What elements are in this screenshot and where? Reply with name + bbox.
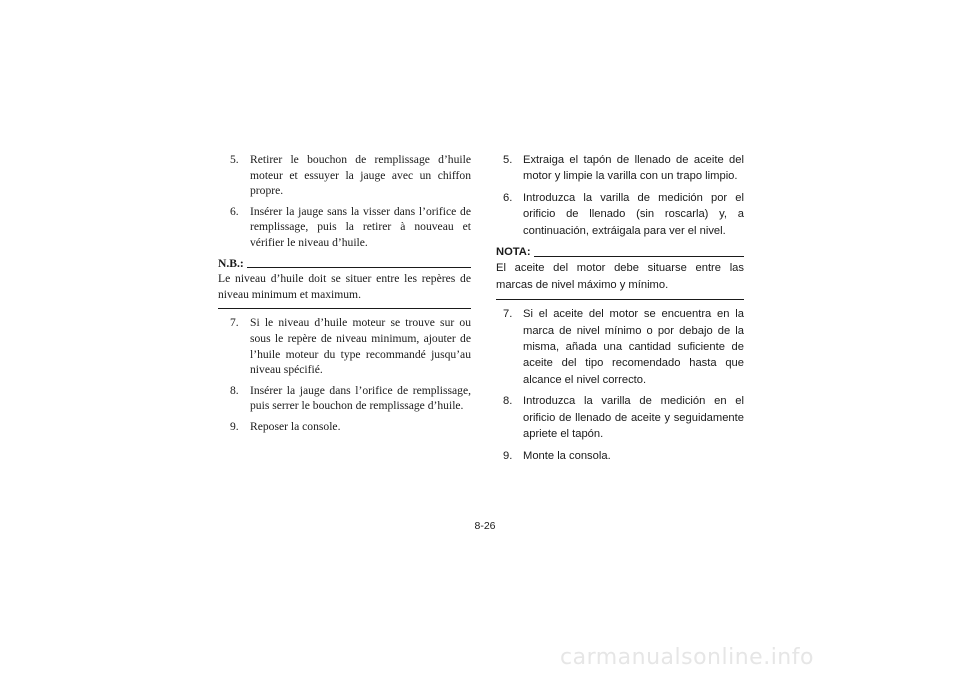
fr-step-6 <box>218 204 471 251</box>
step-text: Extraiga el tapón de llenado de aceite del motor y limpie la varilla con un trapo limpio. <box>523 154 744 183</box>
es-step-7 <box>496 306 744 388</box>
page-number: 8-26 <box>474 520 496 532</box>
note-label: NOTA: <box>496 246 531 259</box>
note-rule <box>534 256 744 257</box>
es-step-8 <box>496 393 744 442</box>
fr-step-7 <box>218 315 471 377</box>
watermark: carmanualsonline.info <box>560 645 814 670</box>
step-text: Retirer le bouchon de remplissage d’huile moteur et essuyer la jauge avec un chiffon propre. <box>250 153 471 198</box>
step-number: 6. <box>230 204 239 218</box>
fr-note-text: Le niveau d’huile doit se situer entre les repères de niveau minimum et maximum. <box>218 271 471 309</box>
step-number: 8. <box>230 383 239 397</box>
es-note-header <box>496 244 744 260</box>
step-number: 9. <box>503 449 513 462</box>
step-text: Monte la consola. <box>523 449 611 462</box>
es-step-9 <box>496 448 744 464</box>
step-number: 6. <box>503 191 513 204</box>
step-number: 9. <box>230 419 239 433</box>
step-text: Insérer la jauge dans l’orifice de remplissage, puis serrer le bouchon de remplissage d’huile. <box>250 383 471 413</box>
step-text: Si le niveau d’huile moteur se trouve sur ou sous le repère de niveau minimum, ajouter de l’huile moteur du type recommandé jusqu’au niveau spécifié. <box>250 316 471 377</box>
step-text: Insérer la jauge sans la visser dans l’orifice de remplissage, puis la retirer à nouveau et vérifier le niveau d’huile. <box>250 204 471 249</box>
note-label: N.B.: <box>218 256 244 270</box>
step-text: Introduzca la varilla de medición por el orificio de llenado (sin roscarla) y, a continuación, extráigala para ver el nivel. <box>523 191 744 237</box>
es-step-6 <box>496 190 744 239</box>
note-rule <box>247 267 471 268</box>
step-number: 8. <box>503 395 513 408</box>
spanish-column <box>496 152 744 469</box>
step-text: Si el aceite del motor se encuentra en la marca de nivel mínimo o por debajo de la misma, añada una cantidad suficiente de aceite del tipo recomendado hasta que alcance el nivel correcto. <box>523 308 744 386</box>
fr-step-5 <box>218 152 471 199</box>
step-number: 5. <box>503 154 513 166</box>
es-note-text: El aceite del motor debe situarse entre las marcas de nivel máximo y mínimo. <box>496 260 744 300</box>
step-text: Reposer la console. <box>250 419 341 433</box>
fr-step-8 <box>218 383 471 414</box>
step-number: 7. <box>503 308 513 321</box>
step-text: Introduzca la varilla de medición en el orificio de llenado de aceite y seguidamente apriete el tapón. <box>523 395 744 441</box>
fr-note-header <box>218 256 471 272</box>
fr-step-9 <box>218 419 471 435</box>
es-step-5 <box>496 152 744 185</box>
step-number: 5. <box>230 153 239 166</box>
step-number: 7. <box>230 316 239 330</box>
french-column <box>218 152 471 440</box>
